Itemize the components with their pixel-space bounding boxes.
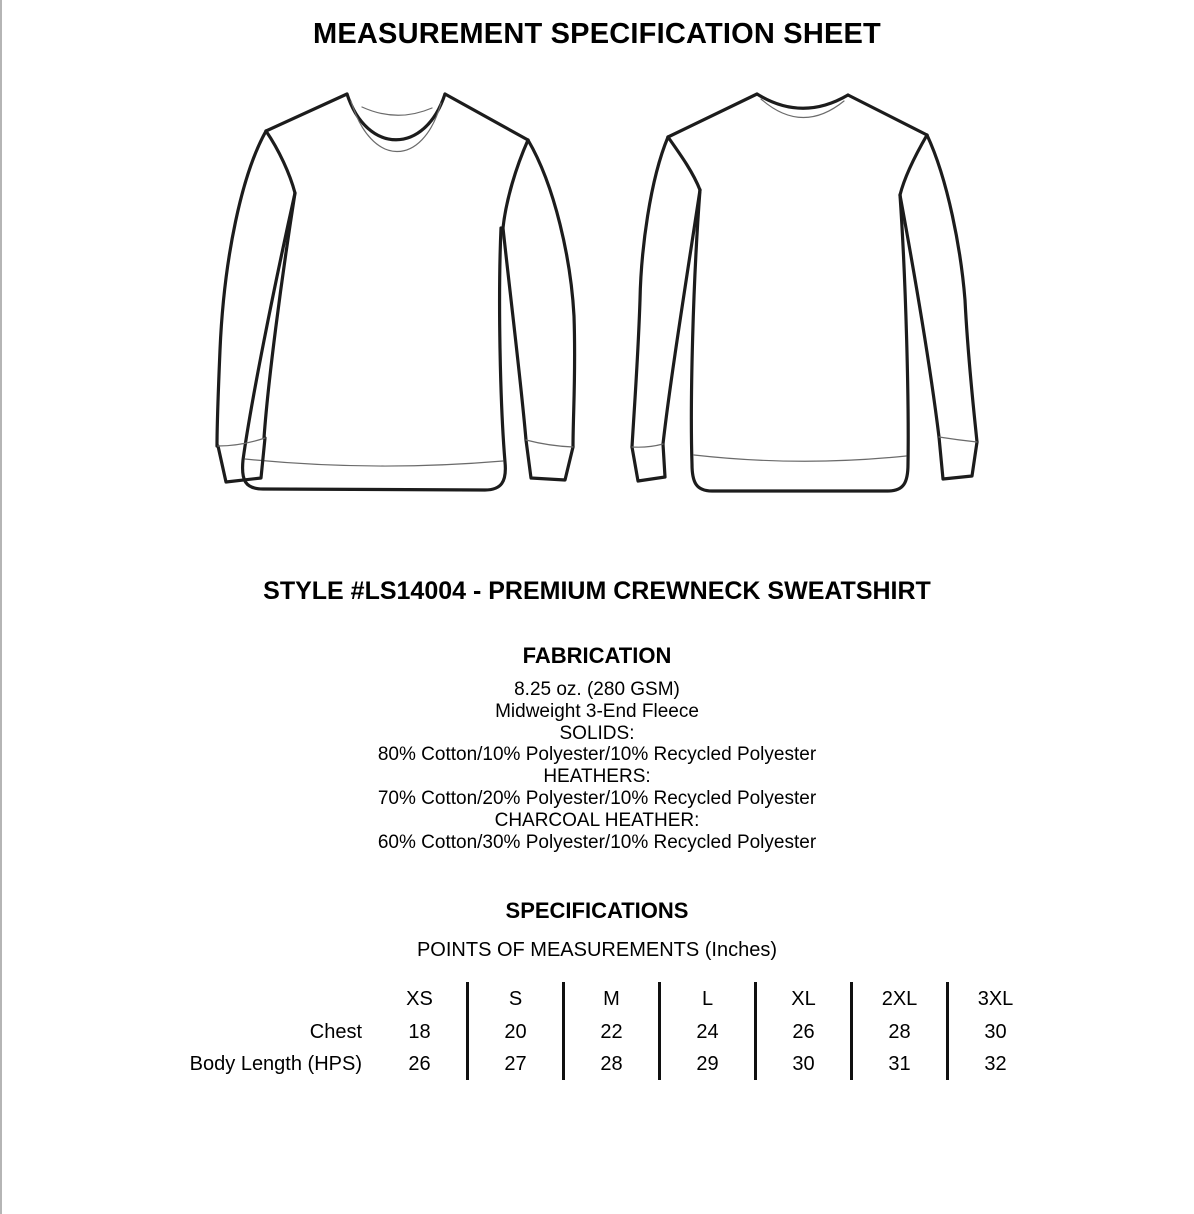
size-header: XL: [791, 987, 816, 1010]
size-column-3xl: [946, 982, 1042, 1080]
size-header: L: [701, 987, 714, 1010]
page-edge-line: [0, 0, 2, 1214]
chest-value: 24: [696, 1020, 719, 1043]
chest-value: 22: [600, 1020, 623, 1043]
page-title: MEASUREMENT SPECIFICATION SHEET: [313, 18, 881, 50]
size-table: [180, 982, 1042, 1080]
body-length-value: 31: [888, 1052, 911, 1075]
specifications-heading: SPECIFICATIONS: [505, 898, 689, 923]
chest-value: 18: [408, 1020, 431, 1043]
size-header: 2XL: [881, 987, 918, 1010]
row-label-body-length: Body Length (HPS): [189, 1052, 362, 1075]
sweatshirt-front-illustration: [211, 82, 583, 506]
fabrication-line: SOLIDS:: [559, 722, 635, 744]
size-header: M: [603, 987, 620, 1010]
points-of-measurement-subtitle: POINTS OF MEASUREMENTS (Inches): [416, 939, 778, 961]
chest-value: 26: [792, 1020, 815, 1043]
body-length-value: 27: [504, 1052, 527, 1075]
fabrication-line: 60% Cotton/30% Polyester/10% Recycled Polyester: [377, 831, 817, 853]
row-label-chest: Chest: [309, 1020, 362, 1043]
size-table-label-column: [180, 982, 373, 1080]
fabrication-details: [0, 679, 1194, 853]
fabrication-line: Midweight 3-End Fleece: [495, 700, 699, 722]
size-column-m: [562, 982, 658, 1080]
size-table-corner-cell: [180, 982, 373, 1016]
body-length-value: 26: [408, 1052, 431, 1075]
chest-value: 30: [984, 1020, 1007, 1043]
style-heading: STYLE #LS14004 - PREMIUM CREWNECK SWEATSHIRT: [263, 577, 931, 605]
size-header: 3XL: [977, 987, 1014, 1010]
sweatshirt-back-illustration: [628, 82, 980, 506]
body-length-value: 30: [792, 1052, 815, 1075]
chest-value: 28: [888, 1020, 911, 1043]
chest-value: 20: [504, 1020, 527, 1043]
size-header: XS: [406, 987, 433, 1010]
size-header: S: [508, 987, 523, 1010]
fabrication-line: HEATHERS:: [543, 766, 651, 788]
body-length-value: 28: [600, 1052, 623, 1075]
body-length-value: 32: [984, 1052, 1007, 1075]
body-length-value: 29: [696, 1052, 719, 1075]
size-column-l: [658, 982, 754, 1080]
fabrication-line: CHARCOAL HEATHER:: [494, 809, 700, 831]
size-column-xl: [754, 982, 850, 1080]
fabrication-line: 8.25 oz. (280 GSM): [514, 679, 680, 700]
size-column-xs: [373, 982, 466, 1080]
size-column-s: [466, 982, 562, 1080]
size-column-2xl: [850, 982, 946, 1080]
fabrication-line: 80% Cotton/10% Polyester/10% Recycled Polyester: [377, 744, 817, 766]
fabrication-heading: FABRICATION: [522, 643, 672, 668]
fabrication-line: 70% Cotton/20% Polyester/10% Recycled Polyester: [377, 787, 817, 809]
